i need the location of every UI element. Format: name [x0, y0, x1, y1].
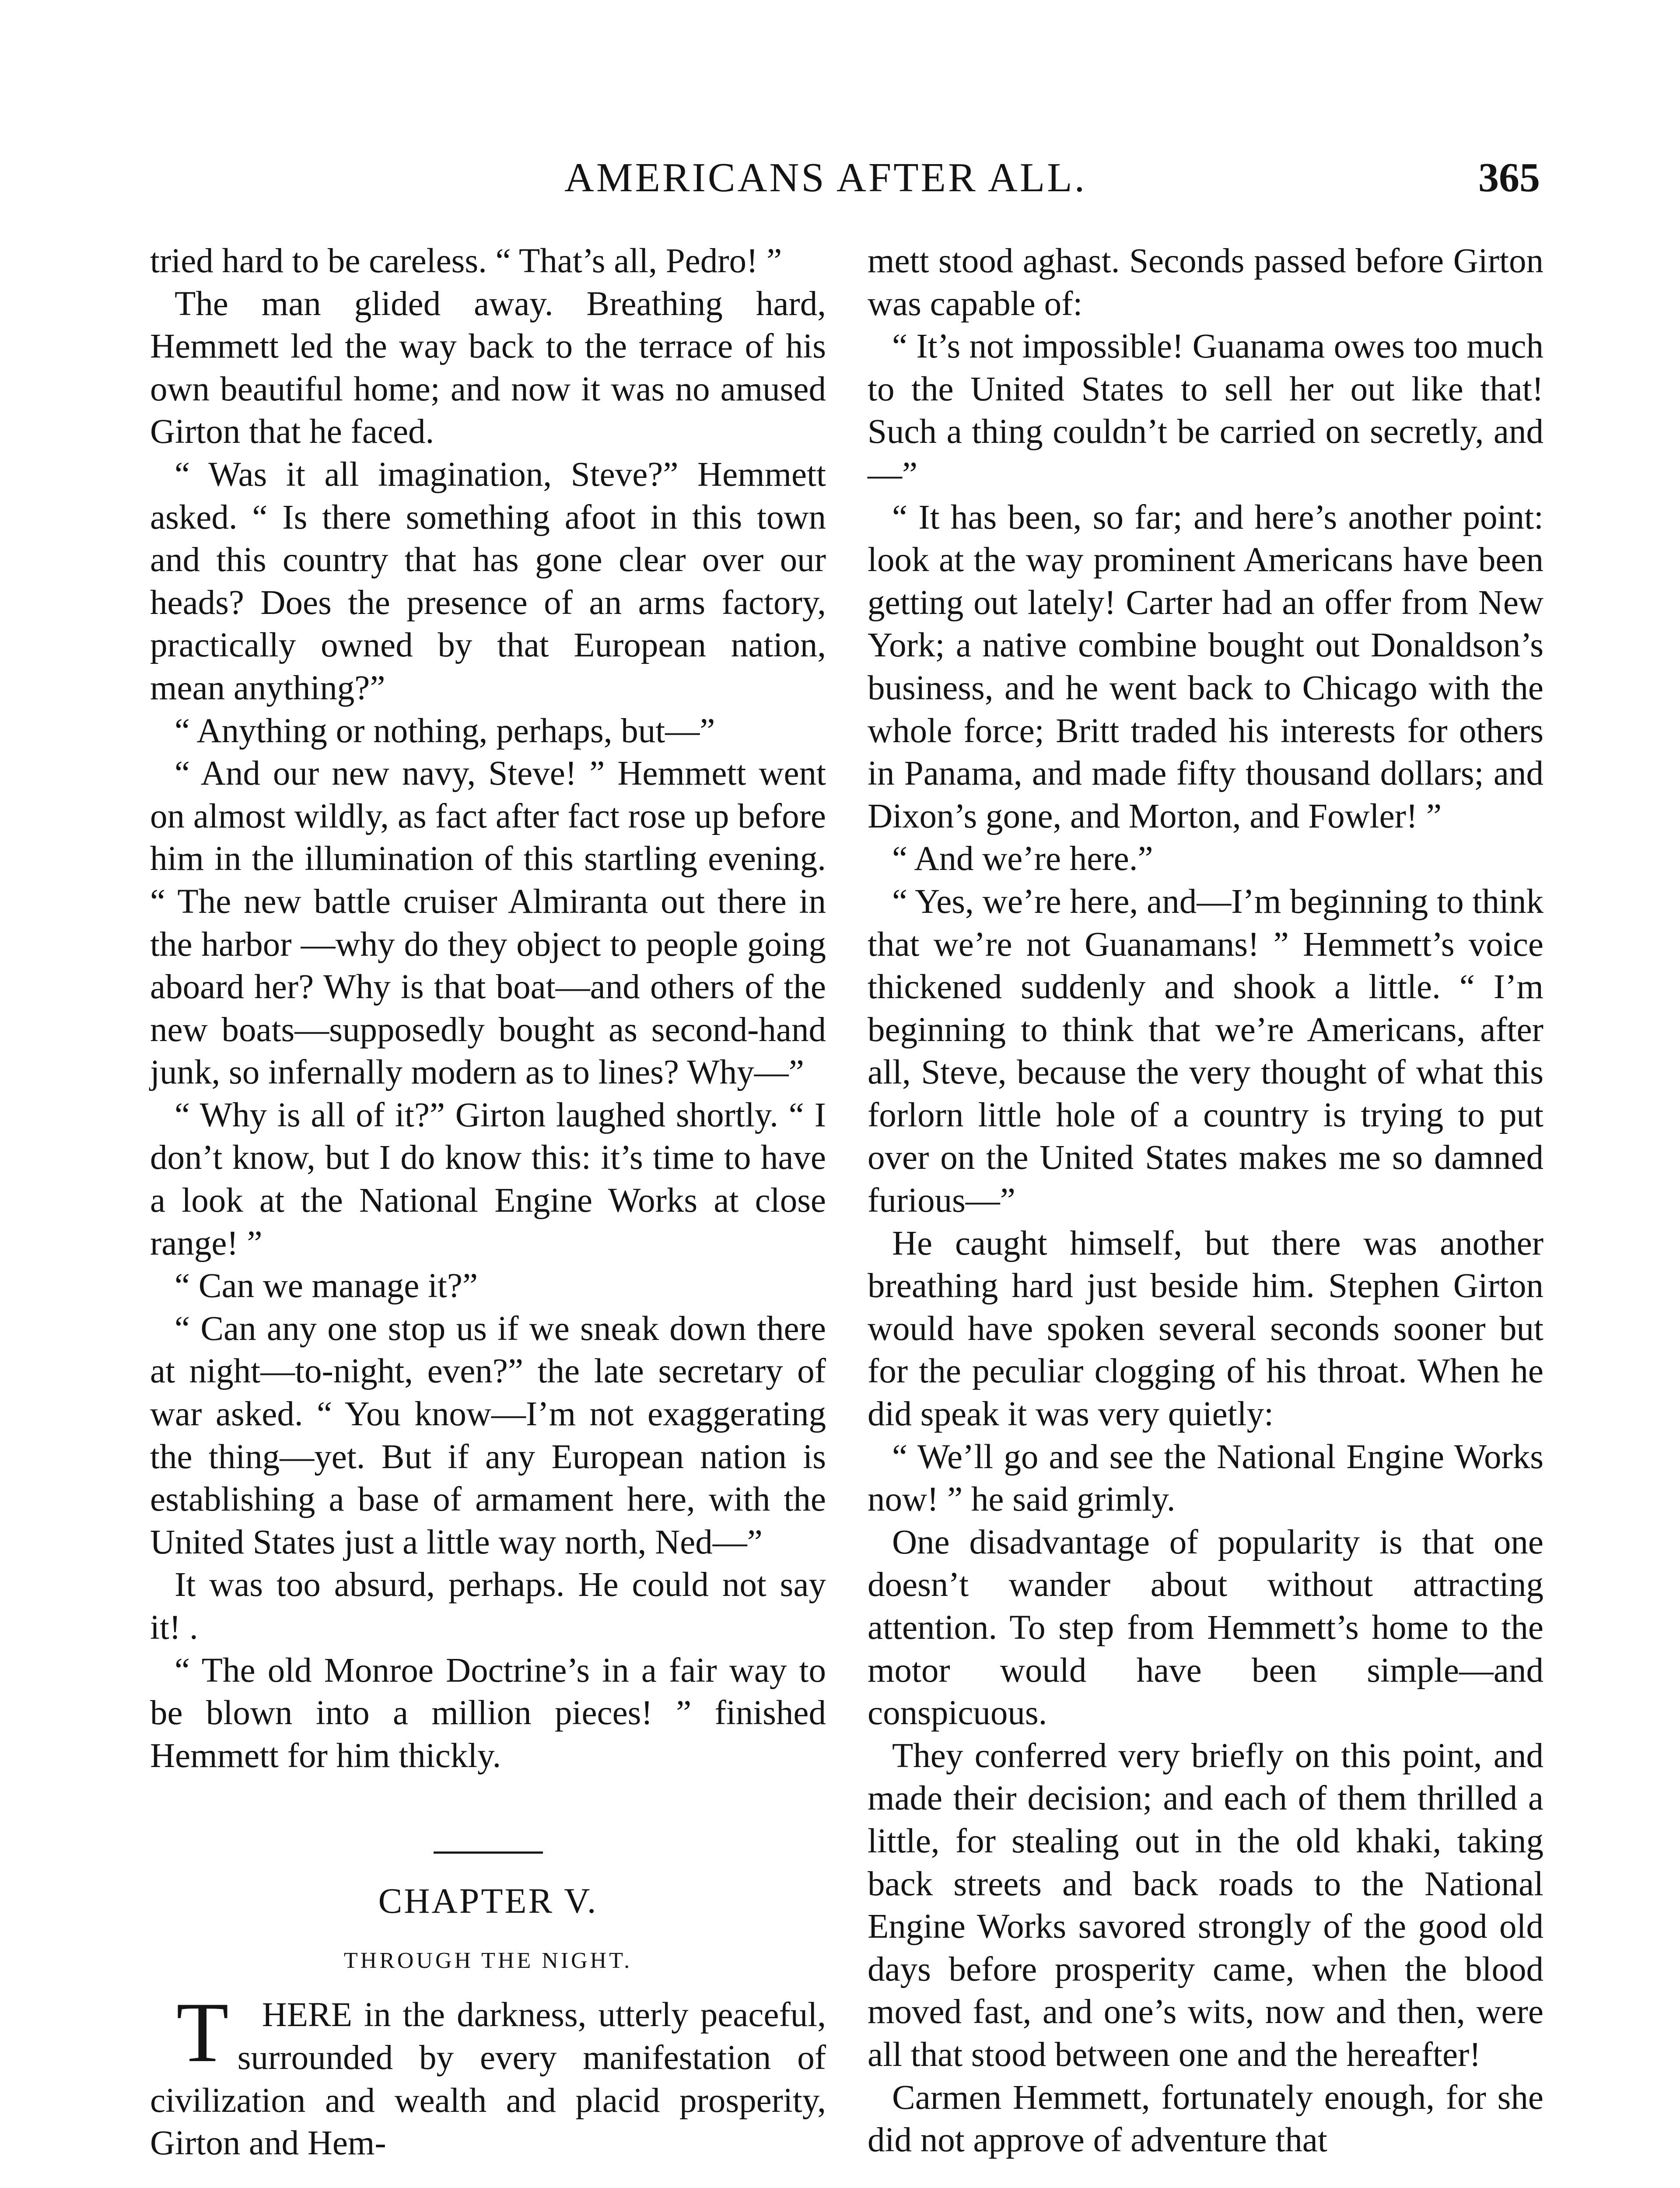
paragraph: “ The old Monroe Doctrine’s in a fair way to be blown into a million pieces! ” finished Hemmett for him thickly. — [150, 1651, 826, 1775]
drop-cap: T — [176, 1985, 229, 2080]
paragraph: He caught himself, but there was another breathing hard just beside him. Stephen Girton would have spoken several seconds sooner but for the peculiar clogging of his throat. When he did speak it was very quietly: — [868, 1224, 1544, 1434]
running-title: AMERICANS AFTER ALL. — [564, 155, 1087, 200]
paragraph: “ And our new navy, Steve! ” Hemmett went on almost wildly, as fact after fact rose up before him in the illumination of this startling evening. “ The new battle cruiser Almiranta out there in the harbor —why do they object to people going aboard her? Why is that boat—and others of the new boats—supposedly bought as second-hand junk, so infernally modern as to lines? Why—” — [150, 754, 826, 1092]
running-head — [149, 154, 1540, 202]
right-column — [868, 240, 1544, 2162]
paragraph: They conferred very briefly on this point, and made their decision; and each of them thrilled a little, for stealing out in the old khaki, taking back streets and back roads to the National Engine Works savored strongly of the good old days before prosperity came, when the blood moved fast, and one’s wits, now and then, were all that stood between one and the hereafter! — [868, 1736, 1544, 2074]
paragraph: “ Can we manage it?” — [175, 1267, 478, 1305]
paragraph: One disadvantage of popularity is that one doesn’t wander about without attracting attention. To step from Hemmett’s home to the motor would have been simple—and conspicuous. — [868, 1523, 1544, 1732]
chapter-opening-paragraph — [150, 1985, 826, 2164]
left-column — [150, 240, 826, 2165]
chapter-title: CHAPTER V. — [378, 1881, 598, 1921]
paragraph: “ It has been, so far; and here’s another point: look at the way prominent Americans have been getting out lately! Carter had an offer from New York; a native combine bought out Donaldson’s business, and he went back to Chicago with the whole force; Britt traded his interests for others in Panama, and made fifty thousand dollars; and Dixon’s gone, and Morton, and Fowler! ” — [868, 498, 1544, 835]
paragraph: “ Yes, we’re here, and—I’m beginning to think that we’re not Guanamans! ” Hemmett’s voice thickened suddenly and shook a little. “ I’m beginning to think that we’re Americans, after all, Steve, because the very thought of what this forlorn little hole of a country is trying to put over on the United States makes me so damned furious—” — [868, 882, 1544, 1220]
paragraph: “ Can any one stop us if we sneak down there at night—to-night, even?” the late secretary of war asked. “ You know—I’m not exaggerating the thing—yet. But if any European nation is establishing a base of armament here, with the United States just a little way north, Ned—” — [150, 1309, 826, 1561]
paragraph: mett stood aghast. Seconds passed before Girton was capable of: — [868, 242, 1544, 323]
page-number: 365 — [1478, 155, 1540, 200]
chapter-opening-text: HERE in the darkness, utterly peaceful, surrounded by every manifestation of civilization and wealth and placid prosperity, Girton and Hem- — [150, 1996, 826, 2163]
paragraph: “ And we’re here.” — [892, 840, 1153, 878]
chapter-divider-rule — [434, 1851, 543, 1854]
paragraph: “ It’s not impossible! Guanama owes too much to the United States to sell her out like that! Such a thing couldn’t be carried on secretly, and—” — [868, 327, 1544, 494]
paragraph: “ Why is all of it?” Girton laughed shortly. “ I don’t know, but I do know this: it’s time to have a look at the National Engine Works at close range! ” — [150, 1096, 826, 1262]
paragraph: “ Anything or nothing, perhaps, but—” — [175, 712, 715, 750]
paragraph: “ We’ll go and see the National Engine Works now! ” he said grimly. — [868, 1438, 1544, 1519]
paragraph: It was too absurd, perhaps. He could not say it! . — [150, 1566, 826, 1647]
paragraph: “ Was it all imagination, Steve?” Hemmett asked. “ Is there something afoot in this town and this country that has gone clear over our heads? Does the presence of an arms factory, practically owned by that European nation, mean anything?” — [150, 455, 826, 707]
paragraph: tried hard to be careless. “ That’s all, Pedro! ” — [150, 242, 782, 280]
paragraph: Carmen Hemmett, fortunately enough, for she did not approve of adventure that — [868, 2078, 1544, 2160]
paragraph: The man glided away. Breathing hard, Hemmett led the way back to the terrace of his own beautiful home; and now it was no amused Girton that he faced. — [150, 284, 826, 451]
chapter-subtitle: THROUGH THE NIGHT. — [343, 1948, 633, 1974]
